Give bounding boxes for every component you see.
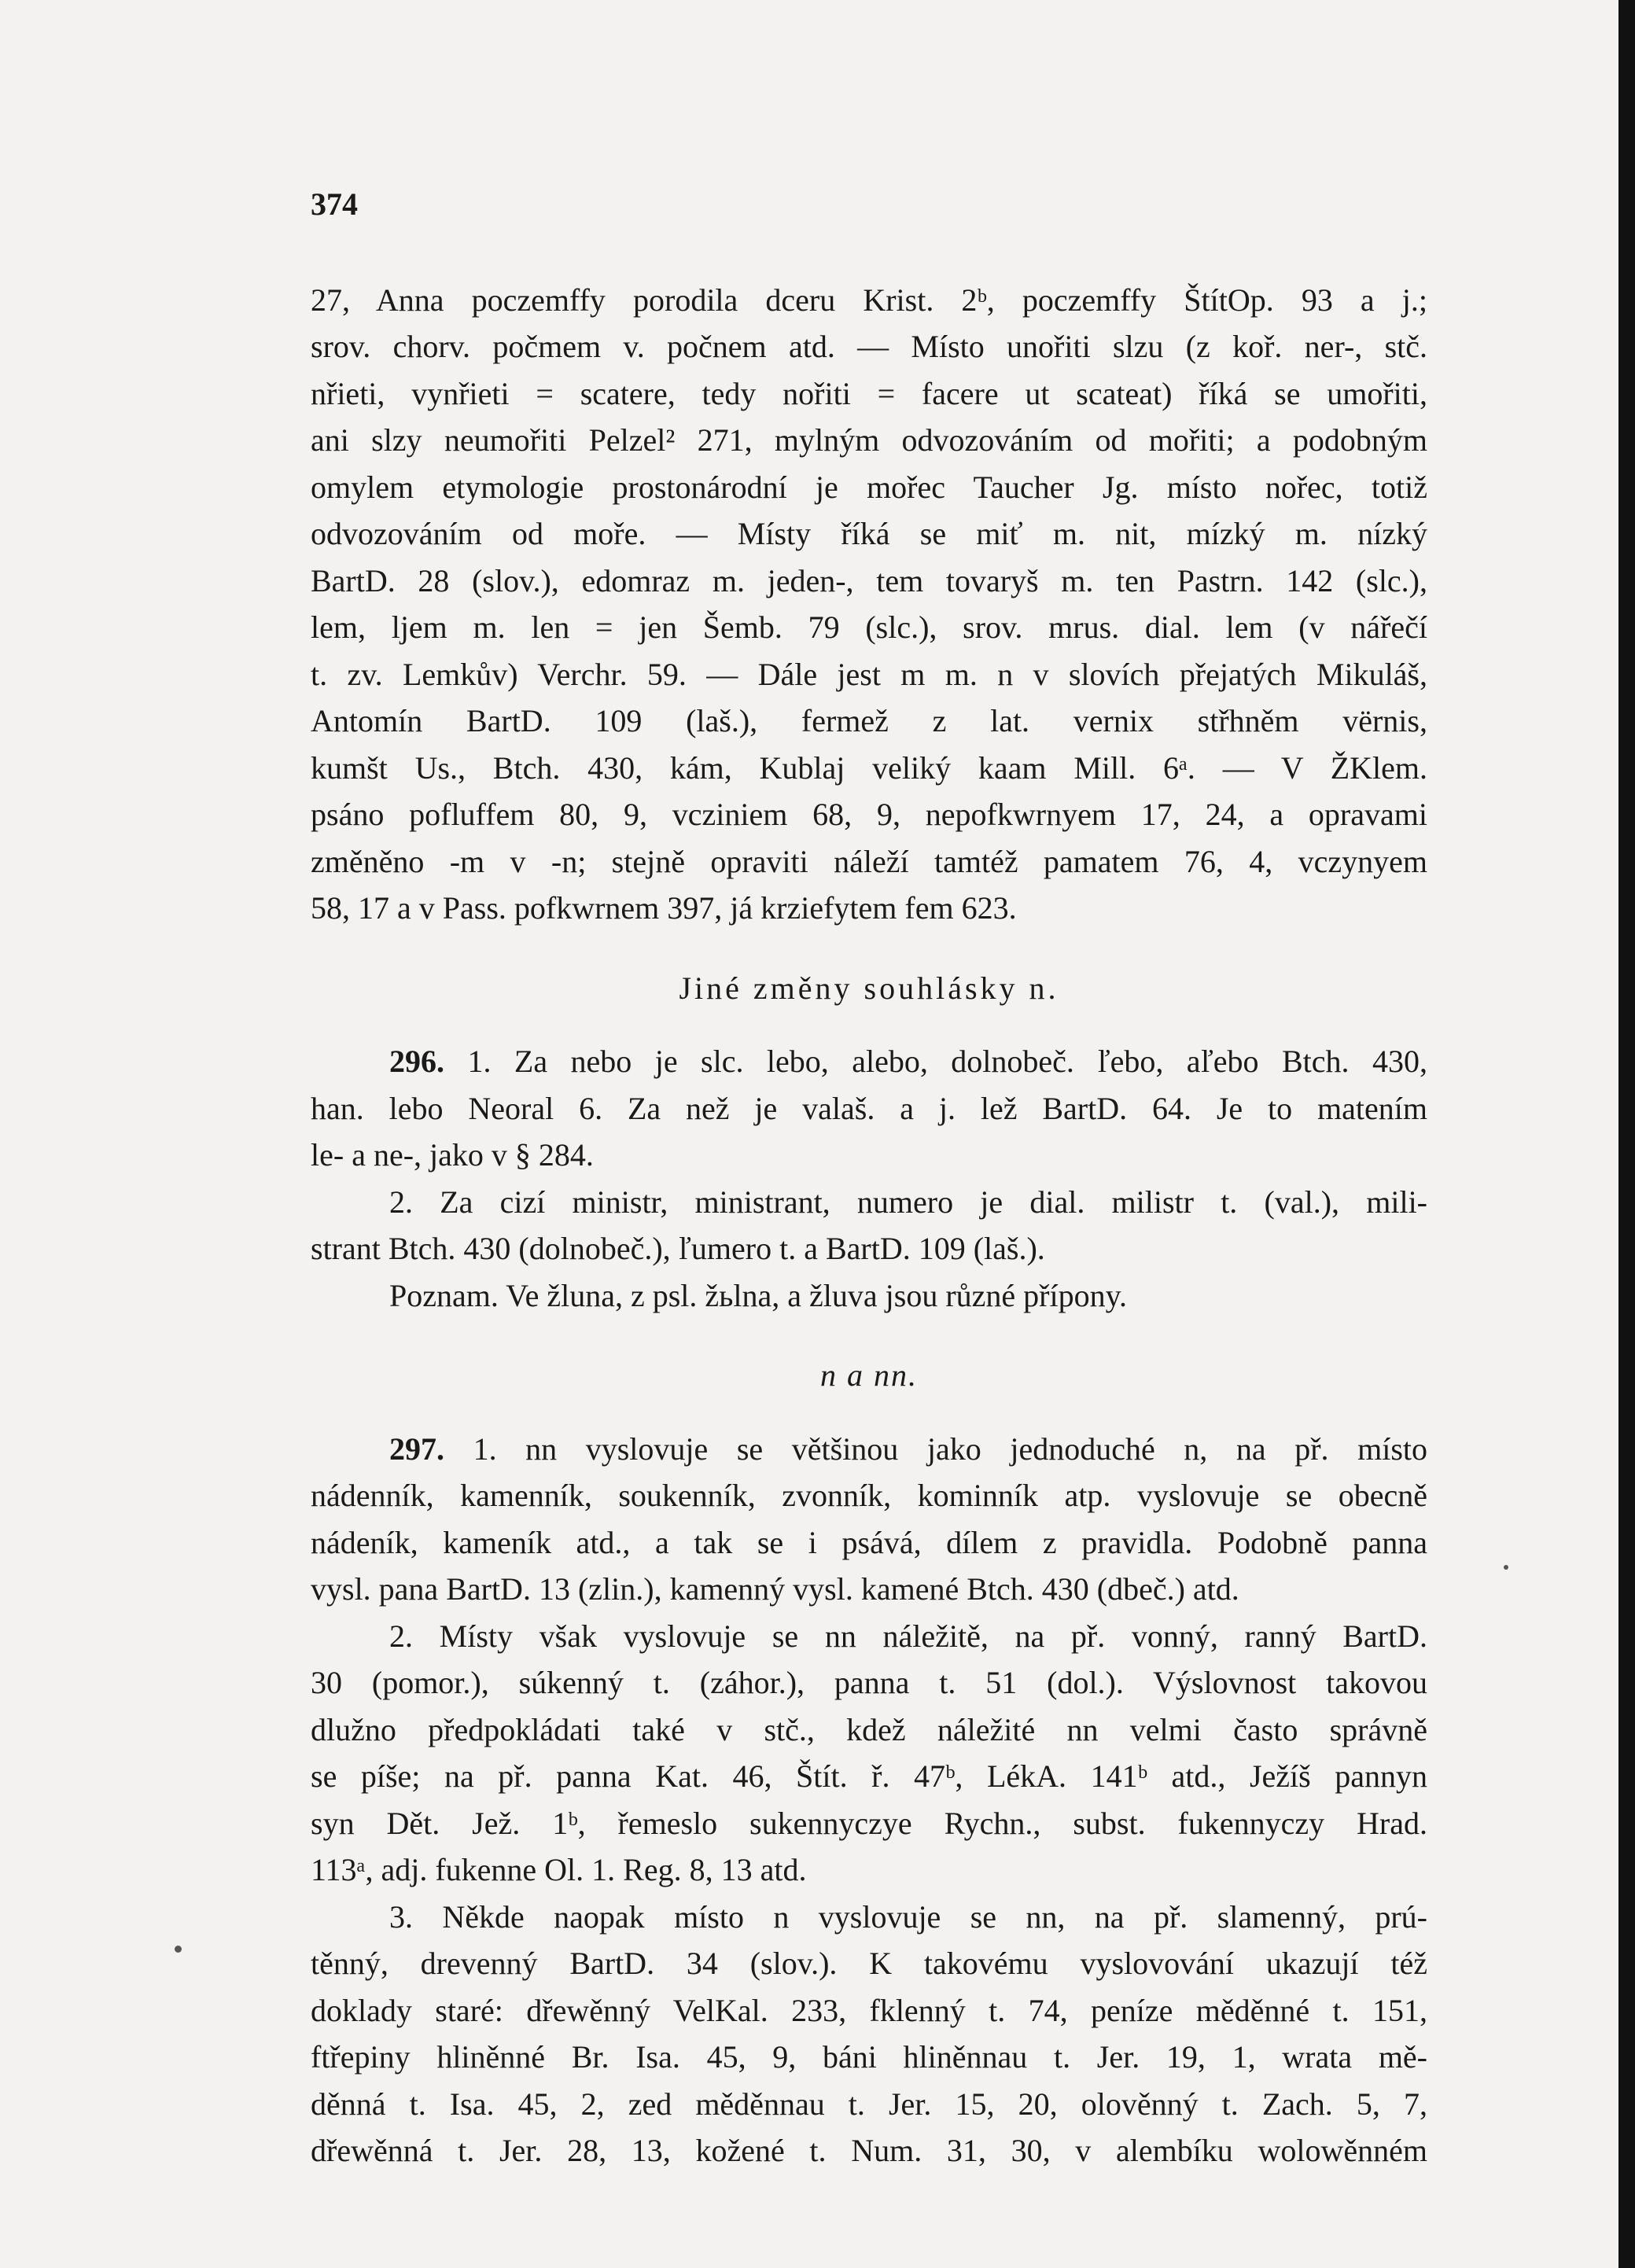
note-line: Poznam. Ve žluna, z psl. žьlna, a žluva jsou různé přípony.: [389, 1277, 1127, 1313]
text-line: 30 (pomor.), súkenný t. (záhor.), panna t. 51 (dol.). Výslovnost takovou: [311, 1665, 1427, 1700]
paragraph-number: 297.: [389, 1430, 444, 1467]
section-heading: Jiné změny souhlásky n.: [679, 970, 1059, 1006]
text-line: kumšt Us., Btch. 430, kám, Kublaj veliký kaam Mill. 6ᵃ. — V ŽKlem.: [311, 749, 1427, 786]
text-line: 3. Někde naopak místo n vyslovuje se nn, na př. slamenný, prú-: [389, 1898, 1427, 1935]
text-line: 2. Za cizí ministr, ministrant, numero je dial. milistr t. (val.), mili-: [389, 1184, 1427, 1220]
text-line: doklady staré: dřewěnný VelKal. 233, fklenný t. 74, peníze měděnné t. 151,: [311, 1992, 1427, 2028]
scan-speck: [175, 1946, 182, 1953]
text-line: odvozováním od moře. — Místy říká se miť m. nit, mízký m. nízký: [311, 516, 1427, 551]
text-line: změněno -m v -n; stejně opraviti náleží tamtéž pamatem 76, 4, vczynyem: [311, 843, 1427, 879]
text-line: děnná t. Isa. 45, 2, zed měděnnau t. Jer. 15, 20, olověnný t. Zach. 5, 7,: [311, 2086, 1427, 2122]
text-line: Antomín BartD. 109 (laš.), fermež z lat. vernix střhněm vërnis,: [311, 703, 1427, 738]
text-line: lem, ljem m. len = jen Šemb. 79 (slc.), srov. mrus. dial. lem (v nářečí: [311, 609, 1427, 645]
text-line-body: 1. nn vyslovuje se většinou jako jednoduché n, na př. místo: [473, 1430, 1427, 1467]
text-line: těnný, drevenný BartD. 34 (slov.). K takovému vyslovování ukazují též: [311, 1946, 1427, 1981]
text-line: srov. chorv. počmem v. počnem atd. — Místo unořiti slzu (z koř. ner-, stč.: [311, 329, 1427, 364]
text-line: ftřepiny hliněnné Br. Isa. 45, 9, báni hliněnnau t. Jer. 19, 1, wrata mě-: [311, 2039, 1427, 2075]
text-line-body: 1. Za nebo je slc. lebo, alebo, dolnobeč. ľebo, aľebo Btch. 430,: [467, 1044, 1427, 1079]
text-line: nádenník, kamenník, soukenník, zvonník, kominník atp. vyslovuje se obecně: [311, 1478, 1427, 1513]
text-line: han. lebo Neoral 6. Za než je valaš. a j. lež BartD. 64. Je to matením: [311, 1090, 1427, 1126]
text-line: nádeník, kameník atd., a tak se i psává, dílem z pravidla. Podobně panna: [311, 1524, 1427, 1560]
page-number: 374: [311, 186, 358, 222]
paragraph-continuation: [311, 277, 1427, 932]
text-line: nřieti, vynřieti = scatere, tedy nořiti = facere ut scateat) říká se umořiti,: [311, 375, 1427, 411]
text-line: 113ᵃ, adj. fukenne Ol. 1. Reg. 8, 13 atd.: [311, 1852, 807, 1887]
text-line: t. zv. Lemkův) Verchr. 59. — Dále jest m m. n v slovích přejatých Mikuláš,: [311, 656, 1427, 692]
page-content: [311, 181, 1427, 2174]
scan-speck: [1504, 1565, 1508, 1570]
section-heading: n a nn.: [820, 1357, 918, 1393]
paragraph-number: 296.: [389, 1044, 444, 1079]
text-line: dřewěnná t. Jer. 28, 13, kožené t. Num. 31, 30, v alembíku wolowěnném: [311, 2133, 1427, 2168]
text-line: psáno pofluffem 80, 9, vcziniem 68, 9, nepofkwrnyem 17, 24, a opravami: [311, 797, 1427, 832]
paragraph-296: [311, 1038, 1427, 1319]
text-line: 2. Místy však vyslovuje se nn náležitě, na př. vonný, ranný BartD.: [389, 1618, 1427, 1654]
text-line: BartD. 28 (slov.), edomraz m. jeden-, tem tovaryš m. ten Pastrn. 142 (slc.),: [311, 562, 1427, 598]
text-line: [311, 1038, 1427, 1085]
text-line: [311, 1426, 1427, 1473]
paragraph-297: [311, 1426, 1427, 2174]
text-line: vysl. pana BartD. 13 (zlin.), kamenný vysl. kamené Btch. 430 (dbeč.) atd.: [311, 1571, 1239, 1607]
text-line: ani slzy neumořiti Pelzel² 271, mylným odvozováním od mořiti; a podobným: [311, 422, 1427, 458]
text-line: 58, 17 a v Pass. pofkwrnem 397, já krziefytem fem 623.: [311, 890, 1017, 926]
text-line: syn Dět. Jež. 1ᵇ, řemeslo sukennyczye Rychn., subst. fukennyczy Hrad.: [311, 1805, 1427, 1841]
text-line: dlužno předpokládati také v stč., kdež náležité nn velmi často správně: [311, 1711, 1427, 1747]
text-line: 27, Anna poczemffy porodila dceru Krist. 2ᵇ, poczemffy ŠtítOp. 93 a j.;: [311, 282, 1427, 318]
text-line: omylem etymologie prostonárodní je mořec Taucher Jg. místo nořec, totiž: [311, 469, 1427, 505]
text-line: strant Btch. 430 (dolnobeč.), ľumero t. a BartD. 109 (laš.).: [311, 1231, 1045, 1266]
scan-border: [1618, 0, 1635, 2268]
text-line: se píše; na př. panna Kat. 46, Štít. ř. 47ᵇ, LékA. 141ᵇ atd., Ježíš pannyn: [311, 1758, 1427, 1794]
text-line: le- a ne-, jako v § 284.: [311, 1137, 594, 1173]
